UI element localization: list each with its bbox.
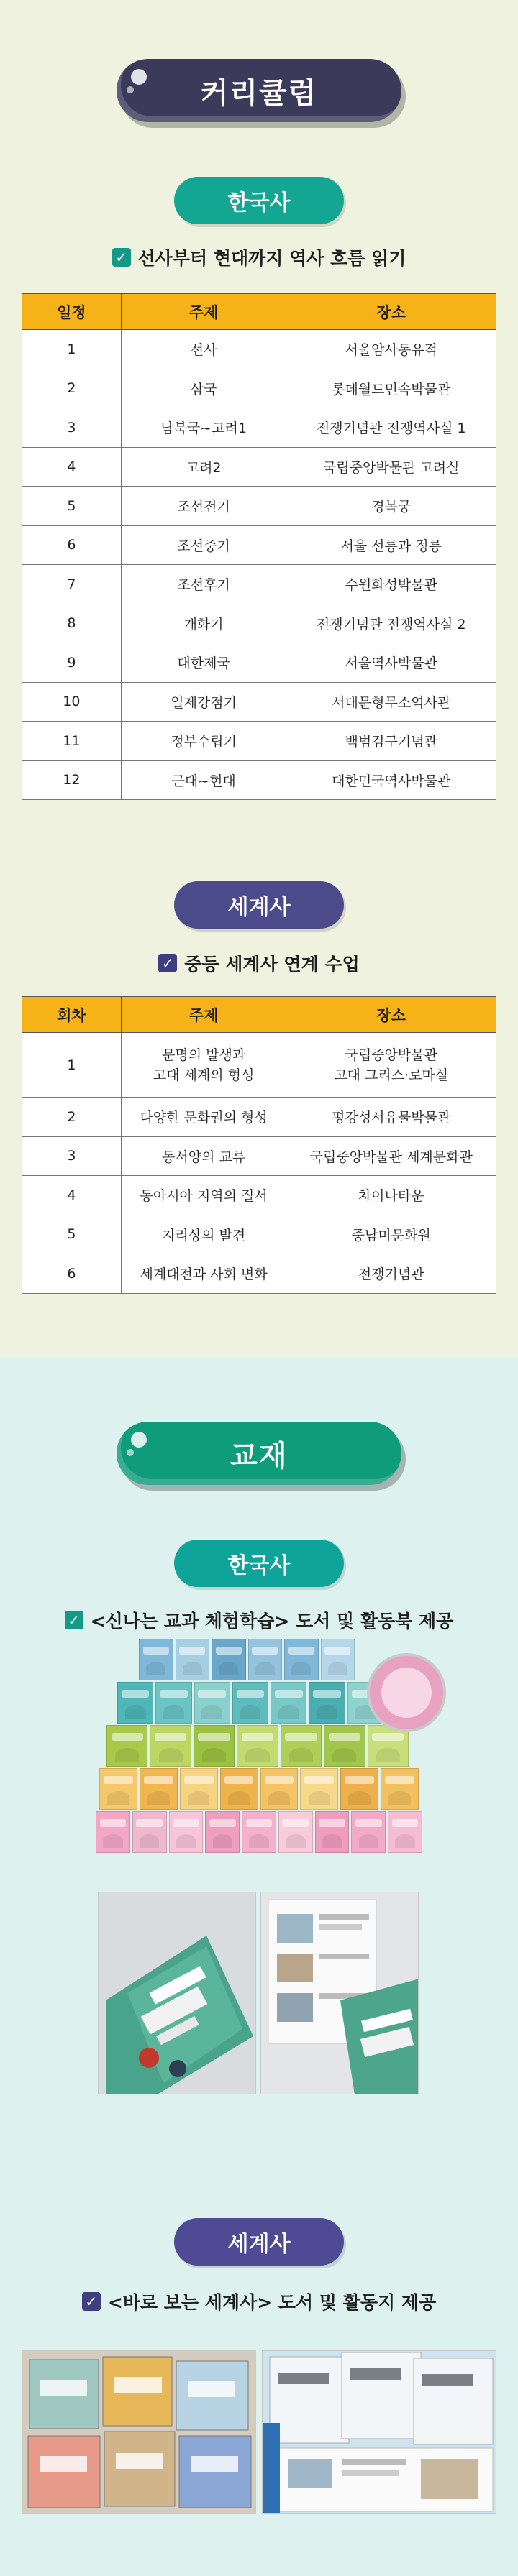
book-cover-image bbox=[150, 1725, 191, 1767]
topic-cell: 개화기 bbox=[121, 604, 286, 643]
place-cell: 국립중앙박물관 세계문화관 bbox=[286, 1136, 496, 1176]
row-number-cell: 6 bbox=[22, 525, 122, 565]
materials-korean-subtitle: <신나는 교과 체험학습> 도서 및 활동북 제공 bbox=[90, 1611, 454, 1632]
place-cell: 서대문형무소역사관 bbox=[286, 682, 496, 722]
checkbox-icon: ✓ bbox=[82, 2292, 101, 2311]
world-schedule-table bbox=[22, 996, 496, 1294]
place-cell: 전쟁기념관 전쟁역사실 1 bbox=[286, 408, 496, 448]
book-cover-image bbox=[106, 1725, 147, 1767]
checkbox-icon: ✓ bbox=[65, 1611, 83, 1629]
book-cover-image bbox=[96, 1811, 130, 1853]
topic-cell: 조선후기 bbox=[121, 565, 286, 604]
book-cover-image bbox=[242, 1811, 276, 1853]
korean-subtitle-line bbox=[0, 244, 518, 270]
curriculum-title-pill bbox=[117, 59, 401, 122]
materials-world-subtitle-line bbox=[0, 2288, 518, 2314]
place-cell: 대한민국역사박물관 bbox=[286, 760, 496, 800]
row-number-cell: 7 bbox=[22, 565, 122, 604]
topic-cell: 조선전기 bbox=[121, 487, 286, 526]
topic-cell: 선사 bbox=[121, 330, 286, 369]
curriculum-title: 커리큘럼 bbox=[200, 76, 318, 110]
row-number-cell: 6 bbox=[22, 1254, 122, 1294]
book-cover-image bbox=[315, 1811, 350, 1853]
place-cell: 전쟁기념관 bbox=[286, 1254, 496, 1294]
topic-cell: 대한제국 bbox=[121, 643, 286, 683]
book-cover-image bbox=[324, 1725, 365, 1767]
place-cell: 롯데월드민속박물관 bbox=[286, 369, 496, 408]
topic-cell: 고려2 bbox=[121, 447, 286, 487]
book-cover-image bbox=[176, 1639, 210, 1680]
row-number-cell: 1 bbox=[22, 1033, 122, 1098]
world-subtitle: 중등 세계사 연계 수업 bbox=[184, 954, 360, 975]
table-header: 회차 bbox=[22, 997, 122, 1033]
row-number-cell: 8 bbox=[22, 604, 122, 643]
table-row bbox=[22, 722, 496, 761]
book-cover-image bbox=[194, 1682, 230, 1724]
table-row bbox=[22, 1098, 496, 1137]
book-cover-image bbox=[99, 1768, 137, 1810]
materials-korean-subtitle-line bbox=[0, 1607, 518, 1633]
table-header: 일정 bbox=[22, 294, 122, 330]
place-cell: 평강성서유물박물관 bbox=[286, 1098, 496, 1137]
table-header: 주제 bbox=[121, 294, 286, 330]
book-cover-image bbox=[140, 1768, 178, 1810]
materials-title-pill bbox=[117, 1422, 401, 1485]
topic-cell: 다양한 문화권의 형성 bbox=[121, 1098, 286, 1137]
book-cover-image bbox=[237, 1725, 278, 1767]
korean-subtitle: 선사부터 현대까지 역사 흐름 읽기 bbox=[137, 248, 406, 269]
table-row bbox=[22, 565, 496, 604]
world-history-label: 세계사 bbox=[227, 895, 291, 920]
book-cover-image bbox=[212, 1639, 246, 1680]
book-cover-image bbox=[132, 1811, 167, 1853]
table-row bbox=[22, 1176, 496, 1215]
materials-title: 교재 bbox=[230, 1439, 288, 1473]
korean-history-pill bbox=[174, 177, 344, 224]
row-number-cell: 1 bbox=[22, 330, 122, 369]
row-number-cell: 11 bbox=[22, 722, 122, 761]
row-number-cell: 9 bbox=[22, 643, 122, 683]
row-number-cell: 4 bbox=[22, 1176, 122, 1215]
table-header-row bbox=[22, 997, 496, 1033]
table-row bbox=[22, 643, 496, 683]
book-cover-image bbox=[139, 1639, 173, 1680]
row-number-cell: 10 bbox=[22, 682, 122, 722]
row-number-cell: 4 bbox=[22, 447, 122, 487]
book-cover-image bbox=[340, 1768, 378, 1810]
table-header: 장소 bbox=[286, 294, 496, 330]
table-row bbox=[22, 1136, 496, 1176]
topic-cell: 지리상의 발견 bbox=[121, 1215, 286, 1254]
book-cover-image bbox=[117, 1682, 153, 1724]
table-row bbox=[22, 1033, 496, 1098]
table-row bbox=[22, 408, 496, 448]
topic-cell: 삼국 bbox=[121, 369, 286, 408]
table-row bbox=[22, 760, 496, 800]
place-cell: 국립중앙박물관 고대 그리스·로마실 bbox=[286, 1033, 496, 1098]
book-cover-image bbox=[155, 1682, 191, 1724]
activity-book-inner-photo bbox=[260, 1892, 419, 2094]
world-history-books-photo bbox=[22, 2350, 256, 2514]
book-cover-image bbox=[284, 1639, 319, 1680]
table-row bbox=[22, 487, 496, 526]
row-number-cell: 3 bbox=[22, 1136, 122, 1176]
shine-dot-icon bbox=[131, 69, 147, 85]
book-cover-image bbox=[220, 1768, 258, 1810]
place-cell: 차이나타운 bbox=[286, 1176, 496, 1215]
row-number-cell: 3 bbox=[22, 408, 122, 448]
shine-dot-icon bbox=[127, 86, 134, 93]
topic-cell: 동서양의 교류 bbox=[121, 1136, 286, 1176]
table-row bbox=[22, 682, 496, 722]
topic-cell: 문명의 발생과 고대 세계의 형성 bbox=[121, 1033, 286, 1098]
row-number-cell: 5 bbox=[22, 1215, 122, 1254]
shine-dot-icon bbox=[131, 1432, 147, 1448]
topic-cell: 세계대전과 사회 변화 bbox=[121, 1254, 286, 1294]
table-header: 주제 bbox=[121, 997, 286, 1033]
table-row bbox=[22, 1254, 496, 1294]
book-cover-image bbox=[232, 1682, 268, 1724]
table-row bbox=[22, 525, 496, 565]
table-row bbox=[22, 604, 496, 643]
place-cell: 서울역사박물관 bbox=[286, 643, 496, 683]
place-cell: 백범김구기념관 bbox=[286, 722, 496, 761]
place-cell: 중남미문화원 bbox=[286, 1215, 496, 1254]
checkbox-icon: ✓ bbox=[112, 248, 131, 267]
row-number-cell: 5 bbox=[22, 487, 122, 526]
world-history-worksheet-photo bbox=[262, 2350, 496, 2514]
world-history-pill bbox=[174, 881, 344, 929]
materials-korean-pill bbox=[174, 1540, 344, 1587]
book-cover-image bbox=[321, 1639, 355, 1680]
book-cover-image bbox=[194, 1725, 235, 1767]
materials-world-pill bbox=[174, 2218, 344, 2266]
row-number-cell: 2 bbox=[22, 1098, 122, 1137]
book-cover-image bbox=[180, 1768, 218, 1810]
book-cover-image bbox=[278, 1811, 313, 1853]
table-header-row bbox=[22, 294, 496, 330]
book-cover-image bbox=[260, 1768, 299, 1810]
table-header: 장소 bbox=[286, 997, 496, 1033]
book-cover-image bbox=[281, 1725, 322, 1767]
book-cover-image bbox=[169, 1811, 204, 1853]
topic-cell: 정부수립기 bbox=[121, 722, 286, 761]
topic-cell: 근대~현대 bbox=[121, 760, 286, 800]
place-cell: 경복궁 bbox=[286, 487, 496, 526]
row-number-cell: 2 bbox=[22, 369, 122, 408]
shine-dot-icon bbox=[127, 1449, 134, 1456]
book-cover-image bbox=[271, 1682, 306, 1724]
book-cover-image bbox=[300, 1768, 338, 1810]
book-cover-image bbox=[381, 1768, 419, 1810]
topic-cell: 조선중기 bbox=[121, 525, 286, 565]
place-cell: 국립중앙박물관 고려실 bbox=[286, 447, 496, 487]
materials-korean-label: 한국사 bbox=[227, 1553, 291, 1578]
topic-cell: 일제강점기 bbox=[121, 682, 286, 722]
book-cover-image bbox=[205, 1811, 240, 1853]
topic-cell: 동아시아 지역의 질서 bbox=[121, 1176, 286, 1215]
korean-schedule-table bbox=[22, 293, 496, 800]
korean-history-label: 한국사 bbox=[227, 190, 291, 216]
place-cell: 서울암사동유적 bbox=[286, 330, 496, 369]
table-row bbox=[22, 330, 496, 369]
place-cell: 전쟁기념관 전쟁역사실 2 bbox=[286, 604, 496, 643]
book-cover-image bbox=[309, 1682, 345, 1724]
materials-world-subtitle: <바로 보는 세계사> 도서 및 활동지 제공 bbox=[107, 2292, 437, 2313]
table-row bbox=[22, 369, 496, 408]
book-cover-image bbox=[248, 1639, 283, 1680]
table-row bbox=[22, 447, 496, 487]
place-cell: 서울 선릉과 정릉 bbox=[286, 525, 496, 565]
book-cover-image bbox=[388, 1811, 422, 1853]
book-cover-image bbox=[351, 1811, 386, 1853]
topic-cell: 남북국~고려1 bbox=[121, 408, 286, 448]
materials-world-label: 세계사 bbox=[227, 2232, 291, 2257]
activity-book-photo bbox=[98, 1892, 256, 2094]
table-row bbox=[22, 1215, 496, 1254]
row-number-cell: 12 bbox=[22, 760, 122, 800]
place-cell: 수원화성박물관 bbox=[286, 565, 496, 604]
world-subtitle-line bbox=[0, 950, 518, 976]
checkbox-icon: ✓ bbox=[158, 954, 177, 972]
